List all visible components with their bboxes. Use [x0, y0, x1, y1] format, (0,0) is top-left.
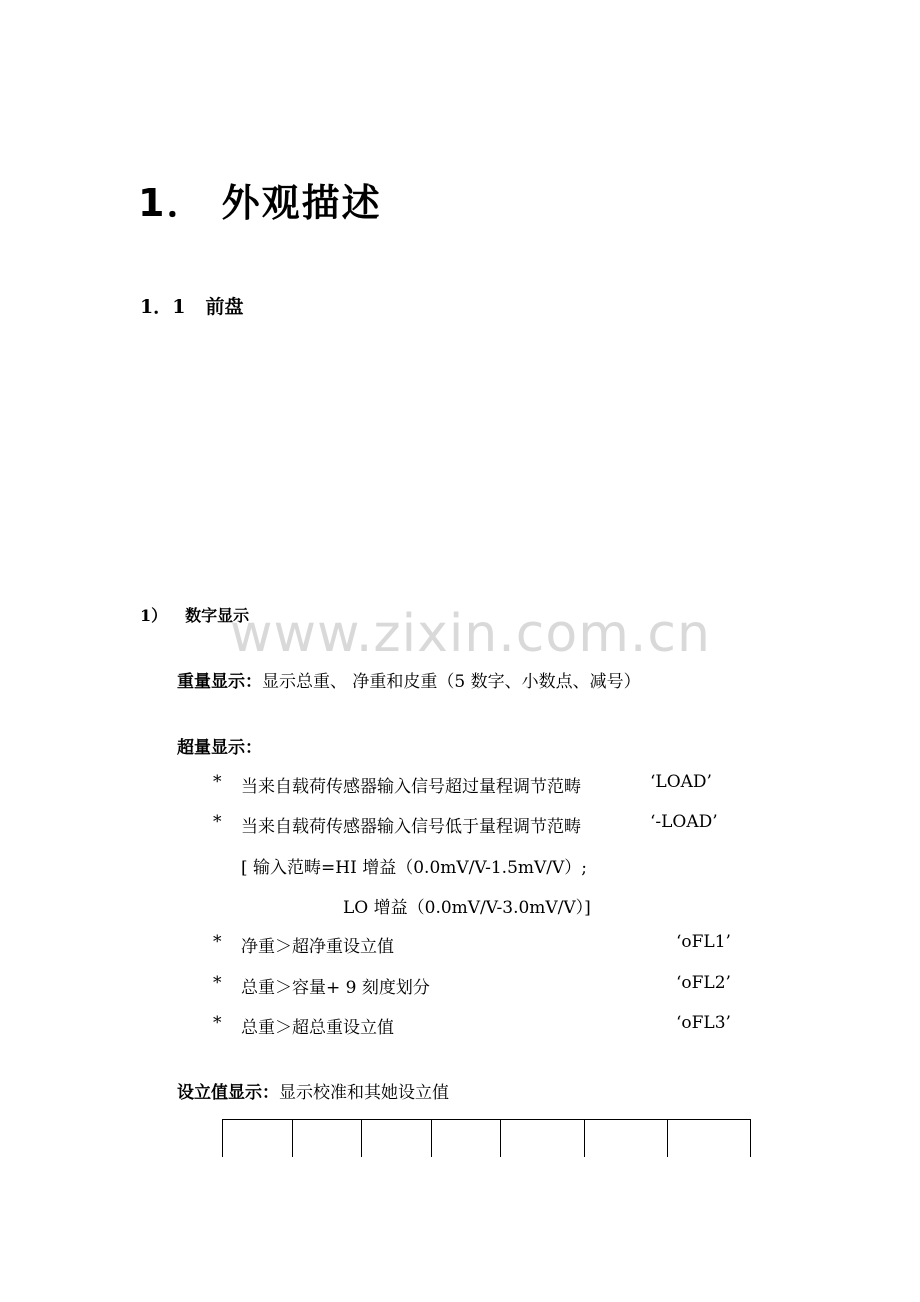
table-column-border [292, 1120, 293, 1157]
chapter-heading: 1． 外观描述 [138, 181, 382, 225]
overflow-item-text: 总重＞容量+ 9 刻度划分 [241, 978, 430, 998]
bullet-star: * [213, 1013, 222, 1033]
setpoint-display-label: 设立值显示： [177, 1083, 279, 1103]
weight-display-label: 重量显示： [177, 672, 262, 692]
overload-item-text: 当来自载荷传感器输入信号低于量程调节范畴 [241, 817, 581, 837]
table-column-border [500, 1120, 501, 1157]
overload-item-code: ‘-LOAD’ [650, 812, 718, 832]
setpoint-display-paragraph [177, 1078, 449, 1103]
weight-display-text: 显示总重、 净重和皮重（5 数字、小数点、减号） [262, 672, 641, 692]
table-column-border [667, 1120, 668, 1157]
subsection-number: 1） [140, 606, 168, 625]
table-column-border [222, 1120, 223, 1157]
overflow-item-code: ‘oFL2’ [676, 973, 731, 993]
setpoint-table [222, 1119, 751, 1157]
overflow-item-text: 总重＞超总重设立值 [241, 1018, 394, 1038]
overflow-item-text: 净重＞超净重设立值 [241, 937, 394, 957]
section-number: 1．1 [140, 296, 186, 318]
table-column-border [750, 1120, 751, 1157]
section-heading [140, 292, 243, 319]
bullet-star: * [213, 973, 222, 993]
overload-display-label: 超量显示： [177, 738, 262, 758]
overflow-item-code: ‘oFL1’ [676, 932, 731, 952]
overflow-item-code: ‘oFL3’ [676, 1013, 731, 1033]
watermark: www.zixin.com.cn [230, 604, 711, 664]
input-range-line-1: [ 输入范畴=HI 增益（0.0mV/V-1.5mV/V）; [241, 858, 588, 878]
subsection-heading [140, 603, 249, 626]
overload-item-text: 当来自载荷传感器输入信号超过量程调节范畴 [241, 777, 581, 797]
weight-display-paragraph [177, 667, 641, 692]
table-column-border [584, 1120, 585, 1157]
setpoint-display-text: 显示校准和其她设立值 [279, 1083, 449, 1103]
bullet-star: * [213, 772, 222, 792]
section-title: 前盘 [205, 296, 244, 318]
overload-item-code: ‘LOAD’ [650, 772, 712, 792]
subsection-title: 数字显示 [185, 606, 250, 625]
table-column-border [431, 1120, 432, 1157]
table-column-border [361, 1120, 362, 1157]
bullet-star: * [213, 932, 222, 952]
input-range-line-2: LO 增益（0.0mV/V-3.0mV/V）] [343, 898, 591, 918]
bullet-star: * [213, 812, 222, 832]
